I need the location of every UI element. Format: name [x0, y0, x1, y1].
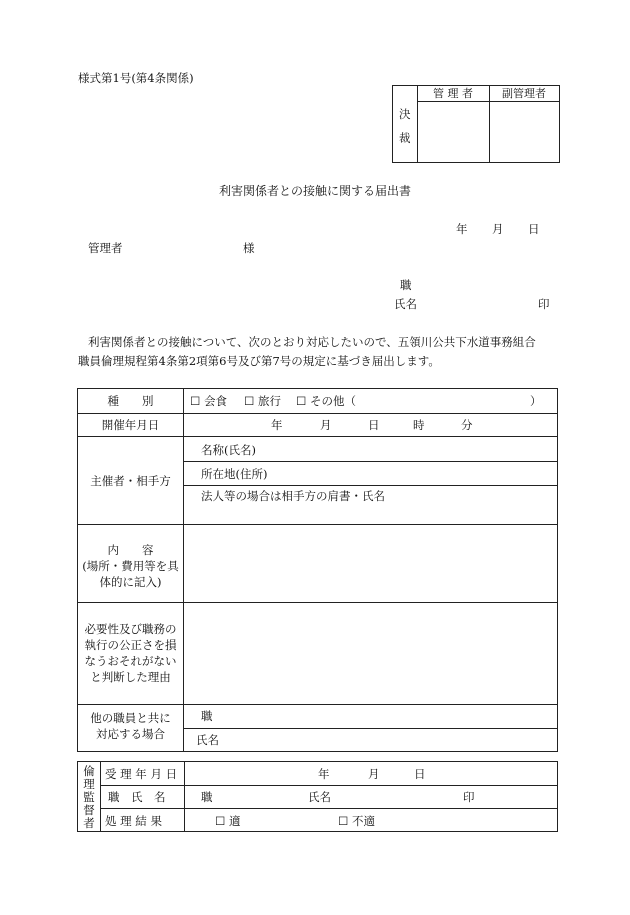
reason-label-line: 必要性及び職務の: [84, 622, 177, 636]
supervisor-name-label: 職 氏 名: [108, 790, 166, 804]
datetime-minute: 分: [461, 418, 473, 432]
approval-side-char: 裁: [399, 131, 411, 145]
others-label: [78, 710, 183, 742]
supervisor-table: [77, 761, 558, 832]
approval-box: [392, 85, 560, 163]
supervisor-divider: [100, 762, 101, 831]
datetime-year: 年: [271, 418, 283, 432]
date-day-label: 日: [528, 222, 540, 236]
date-month-label: 月: [492, 222, 504, 236]
content-label-line: 体的に記入): [99, 575, 162, 589]
addressee-name: 管理者: [88, 241, 123, 255]
form-number: 様式第1号(第4条関係): [78, 71, 194, 85]
applicant-seal-label: 印: [538, 297, 550, 311]
type-label: 種 別: [107, 394, 154, 408]
table-divider: [183, 389, 184, 751]
supervisor-name-field[interactable]: 氏名: [308, 790, 331, 804]
body-text-line: 職員倫理規程第4条第2項第6号及び第7号の規定に基づき届出します。: [78, 354, 440, 368]
approval-stamp-manager[interactable]: [417, 102, 490, 162]
table-rule: [78, 436, 557, 437]
organizer-label: 主催者・相手方: [90, 474, 171, 488]
receipt-year: 年: [318, 767, 330, 781]
receipt-date-label: 受 理 年 月 日: [105, 767, 178, 781]
approval-header-deputy: 副管理者: [489, 86, 559, 102]
document-title: 利害関係者との接触に関する届出書: [218, 184, 411, 198]
date-year-label: 年: [456, 222, 468, 236]
approval-side-char: 決: [399, 107, 411, 121]
table-rule: [183, 728, 557, 729]
table-rule: [78, 413, 557, 414]
result-approve-checkbox[interactable]: ☐ 適: [215, 814, 241, 828]
organizer-address-field[interactable]: 所在地(住所): [201, 467, 268, 481]
receipt-day: 日: [414, 767, 426, 781]
supervisor-rule: [100, 808, 557, 809]
supervisor-side-char: 督: [83, 803, 95, 817]
result-label: 処 理 結 果: [105, 814, 162, 828]
table-rule: [78, 524, 557, 525]
datetime-day: 日: [368, 418, 380, 432]
reason-label-line: なうおそれがない: [84, 654, 177, 668]
organizer-name-field[interactable]: 名称(氏名): [201, 443, 256, 457]
supervisor-side-char: 倫: [83, 764, 95, 778]
approval-header-manager: 管 理 者: [417, 86, 490, 102]
others-position-field[interactable]: 職: [201, 709, 213, 723]
content-label-line: (場所・費用等を具: [82, 559, 179, 573]
supervisor-side-char: 理: [83, 777, 95, 791]
result-reject-checkbox[interactable]: ☐ 不適: [338, 814, 375, 828]
datetime-month: 月: [320, 418, 332, 432]
supervisor-side-char: 者: [83, 816, 95, 830]
others-name-field[interactable]: 氏名: [196, 733, 219, 747]
reason-label: [78, 621, 183, 685]
addressee-honorific: 様: [243, 241, 255, 255]
type-close-paren: ）: [530, 394, 542, 408]
supervisor-side-label: [82, 765, 96, 830]
applicant-name-label: 氏名: [394, 297, 417, 311]
table-rule: [183, 461, 557, 462]
supervisor-side-char: 監: [83, 790, 95, 804]
report-table: [77, 388, 558, 752]
type-option-other[interactable]: ☐ その他（: [296, 394, 356, 408]
supervisor-rule: [100, 785, 557, 786]
content-label-line: 内 容: [107, 543, 154, 557]
others-label-line: 対応する場合: [96, 727, 165, 741]
content-label: [78, 542, 183, 590]
applicant-position-label: 職: [400, 278, 412, 292]
table-rule: [78, 704, 557, 705]
supervisor-divider: [184, 762, 185, 831]
type-option-travel[interactable]: ☐ 旅行: [244, 394, 281, 408]
type-option-meal[interactable]: ☐ 会食: [190, 394, 227, 408]
supervisor-seal-label: 印: [463, 790, 475, 804]
table-rule: [183, 485, 557, 486]
others-label-line: 他の職員と共に: [90, 711, 171, 725]
supervisor-position-field[interactable]: 職: [201, 790, 213, 804]
receipt-month: 月: [368, 767, 380, 781]
organizer-corporate-field[interactable]: 法人等の場合は相手方の肩書・氏名: [201, 489, 385, 503]
reason-label-line: と判断した理由: [90, 670, 171, 684]
approval-side-label: [393, 86, 418, 162]
datetime-hour: 時: [413, 418, 425, 432]
table-rule: [78, 602, 557, 603]
reason-label-line: 執行の公正さを損: [84, 638, 177, 652]
body-text-line: 利害関係者との接触について、次のとおり対応したいので、五領川公共下水道事務組合: [88, 335, 536, 349]
datetime-label: 開催年月日: [101, 418, 160, 432]
